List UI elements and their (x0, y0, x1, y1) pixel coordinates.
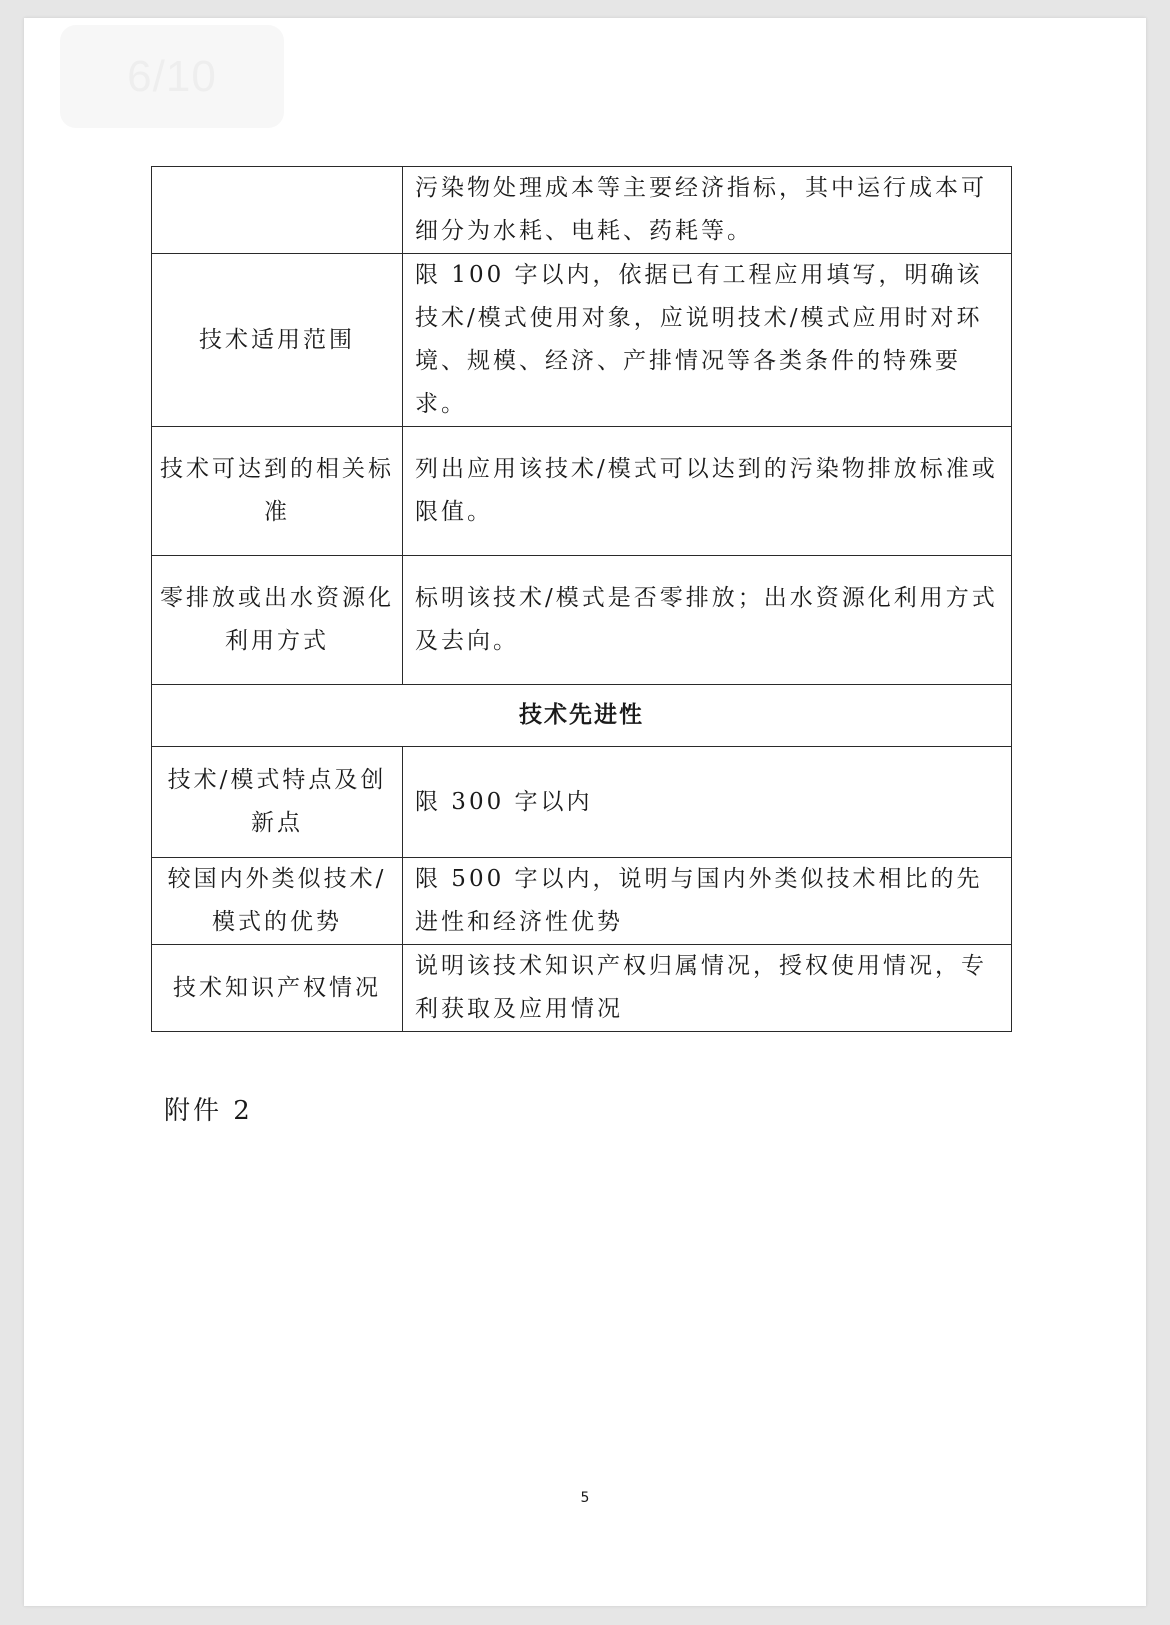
row-label: 较国内外类似技术/模式的优势 (152, 858, 403, 945)
row-description: 限 500 字以内，说明与国内外类似技术相比的先进性和经济性优势 (403, 858, 1012, 945)
document-page (24, 18, 1146, 1606)
table-row (152, 747, 1012, 858)
section-title: 技术先进性 (152, 685, 1012, 747)
table-row (152, 427, 1012, 556)
technology-info-table (151, 166, 1012, 1032)
row-label: 技术适用范围 (152, 254, 403, 427)
row-label: 零排放或出水资源化利用方式 (152, 556, 403, 685)
row-label: 技术知识产权情况 (152, 945, 403, 1032)
table-row (152, 556, 1012, 685)
row-description: 列出应用该技术/模式可以达到的污染物排放标准或限值。 (403, 427, 1012, 556)
page-indicator-text: 6/10 (127, 51, 217, 101)
row-description: 限 100 字以内，依据已有工程应用填写，明确该技术/模式使用对象，应说明技术/模式应用时对环境、规模、经济、产排情况等各类条件的特殊要求。 (403, 254, 1012, 427)
table-row (152, 858, 1012, 945)
row-description: 说明该技术知识产权归属情况，授权使用情况，专利获取及应用情况 (403, 945, 1012, 1032)
attachment-label: 附件 2 (164, 1096, 253, 1126)
row-label (152, 167, 403, 254)
section-header-row (152, 685, 1012, 747)
table-row (152, 254, 1012, 427)
row-label: 技术可达到的相关标准 (152, 427, 403, 556)
table-row (152, 167, 1012, 254)
page-number: 5 (580, 1490, 590, 1506)
row-description: 限 300 字以内 (403, 747, 1012, 858)
row-label: 技术/模式特点及创新点 (152, 747, 403, 858)
page-indicator-badge (60, 25, 284, 128)
row-description: 标明该技术/模式是否零排放；出水资源化利用方式及去向。 (403, 556, 1012, 685)
table-row (152, 945, 1012, 1032)
row-description: 污染物处理成本等主要经济指标，其中运行成本可细分为水耗、电耗、药耗等。 (403, 167, 1012, 254)
